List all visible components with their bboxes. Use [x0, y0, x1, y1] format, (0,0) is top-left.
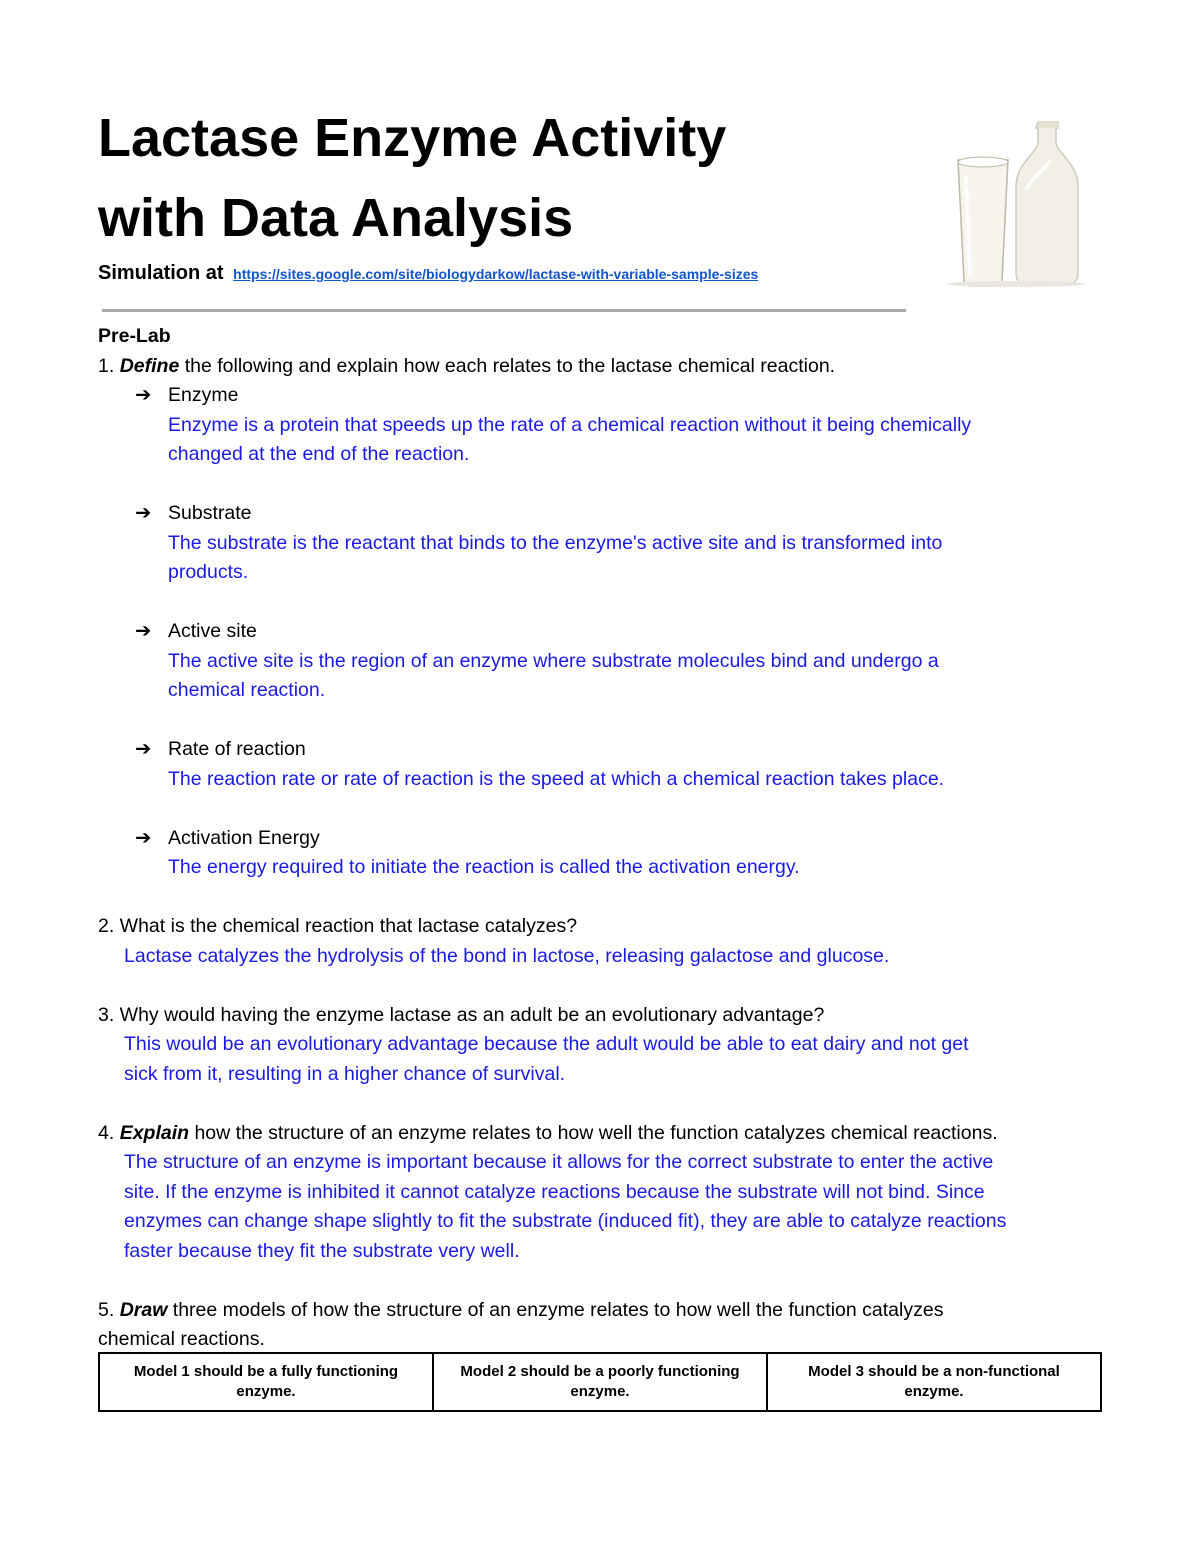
model-3-label-line2: enzyme. — [904, 1383, 964, 1400]
question-4 — [98, 1119, 1108, 1149]
models-table — [98, 1352, 1102, 1412]
simulation-link[interactable]: https://sites.google.com/site/biologydarkow/lactase-with-variable-sample-sizes — [233, 266, 759, 282]
question-2: 2. What is the chemical reaction that lactase catalyzes? — [98, 915, 578, 937]
q1-number: 1. — [98, 354, 115, 377]
model-2-label-line1: Model 2 should be a poorly functioning — [460, 1363, 740, 1380]
horizontal-rule — [102, 309, 906, 312]
model-3-cell[interactable] — [767, 1353, 1101, 1411]
q5-verb: Draw — [119, 1298, 168, 1321]
model-3-label-line1: Model 3 should be a non-functional — [808, 1363, 1060, 1380]
arrow-icon: ➔ — [135, 384, 152, 406]
arrow-icon: ➔ — [135, 502, 152, 524]
answer-line: The reaction rate or rate of reaction is the speed at which a chemical reaction takes place. — [168, 767, 945, 790]
simulation-line — [98, 262, 758, 285]
model-1-label-line1: Model 1 should be a fully functioning — [133, 1363, 399, 1380]
q4-answer-line: faster because they fit the substrate very well. — [124, 1239, 520, 1262]
definition-substrate — [135, 499, 1108, 588]
question-3: 3. Why would having the enzyme lactase as an adult be an evolutionary advantage? — [98, 1003, 825, 1026]
q5-text-2: chemical reactions. — [98, 1328, 265, 1350]
answer-line: chemical reaction. — [168, 679, 326, 701]
definition-activation-energy — [135, 824, 1108, 883]
q4-answer-line: enzymes can change shape slightly to fit the substrate (induced fit), they are able to catalyze reactions — [124, 1210, 1007, 1232]
answer-line: changed at the end of the reaction. — [168, 443, 470, 465]
question-1 — [98, 352, 1108, 382]
simulation-label: Simulation at — [98, 262, 224, 284]
question-5 — [98, 1296, 1108, 1326]
definition-active-site — [135, 617, 1108, 706]
term-label: Active site — [168, 620, 257, 642]
arrow-icon: ➔ — [135, 826, 152, 849]
q4-answer-line: site. If the enzyme is inhibited it cannot catalyze reactions because the substrate will not bind. Since — [124, 1180, 985, 1203]
answer-line: products. — [168, 561, 249, 583]
q3-answer-line: This would be an evolutionary advantage because the adult would be able to eat dairy and not get — [124, 1033, 969, 1055]
q3-answer-line: sick from it, resulting in a higher chance of survival. — [124, 1062, 566, 1085]
q4-verb: Explain — [119, 1121, 190, 1144]
q4-number: 4. — [98, 1121, 115, 1144]
q4-text: how the structure of an enzyme relates to how well the function catalyzes chemical reactions. — [189, 1121, 998, 1144]
q1-text: the following and explain how each relates to the lactase chemical reaction. — [179, 354, 836, 377]
arrow-icon: ➔ — [135, 620, 152, 642]
term-label: Activation Energy — [168, 826, 320, 849]
q2-answer-line: Lactase catalyzes the hydrolysis of the bond in lactose, releasing galactose and glucose. — [124, 944, 890, 967]
table-row — [99, 1353, 1101, 1411]
term-label: Rate of reaction — [168, 738, 306, 760]
model-1-label-line2: enzyme. — [236, 1383, 296, 1400]
answer-line: The substrate is the reactant that binds to the enzyme's active site and is transformed into — [168, 531, 943, 554]
term-label: Substrate — [168, 502, 252, 524]
answer-line: The active site is the region of an enzyme where substrate molecules bind and undergo a — [168, 649, 939, 672]
model-2-cell[interactable] — [433, 1353, 767, 1411]
page-title — [98, 98, 898, 258]
definition-enzyme — [135, 381, 1108, 470]
q5-text-1: three models of how the structure of an enzyme relates to how well the function catalyzes — [167, 1298, 944, 1321]
definition-rate-of-reaction — [135, 735, 1108, 794]
answer-line: Enzyme is a protein that speeds up the rate of a chemical reaction without it being chemically — [168, 413, 972, 436]
q1-verb: Define — [119, 354, 180, 377]
arrow-icon: ➔ — [135, 738, 152, 760]
q4-answer-line: The structure of an enzyme is important because it allows for the correct substrate to enter the active — [124, 1151, 994, 1173]
title-line-1: Lactase Enzyme Activity — [98, 108, 727, 168]
term-label: Enzyme — [168, 384, 239, 406]
prelab-section — [98, 322, 1108, 1355]
title-line-2: with Data Analysis — [98, 188, 574, 248]
model-2-label-line2: enzyme. — [570, 1383, 630, 1400]
q5-number: 5. — [98, 1298, 115, 1321]
answer-line: The energy required to initiate the reaction is called the activation energy. — [168, 856, 800, 878]
model-1-cell[interactable] — [99, 1353, 433, 1411]
milk-glass-bottle-image — [930, 116, 1102, 288]
prelab-heading: Pre-Lab — [98, 325, 171, 347]
